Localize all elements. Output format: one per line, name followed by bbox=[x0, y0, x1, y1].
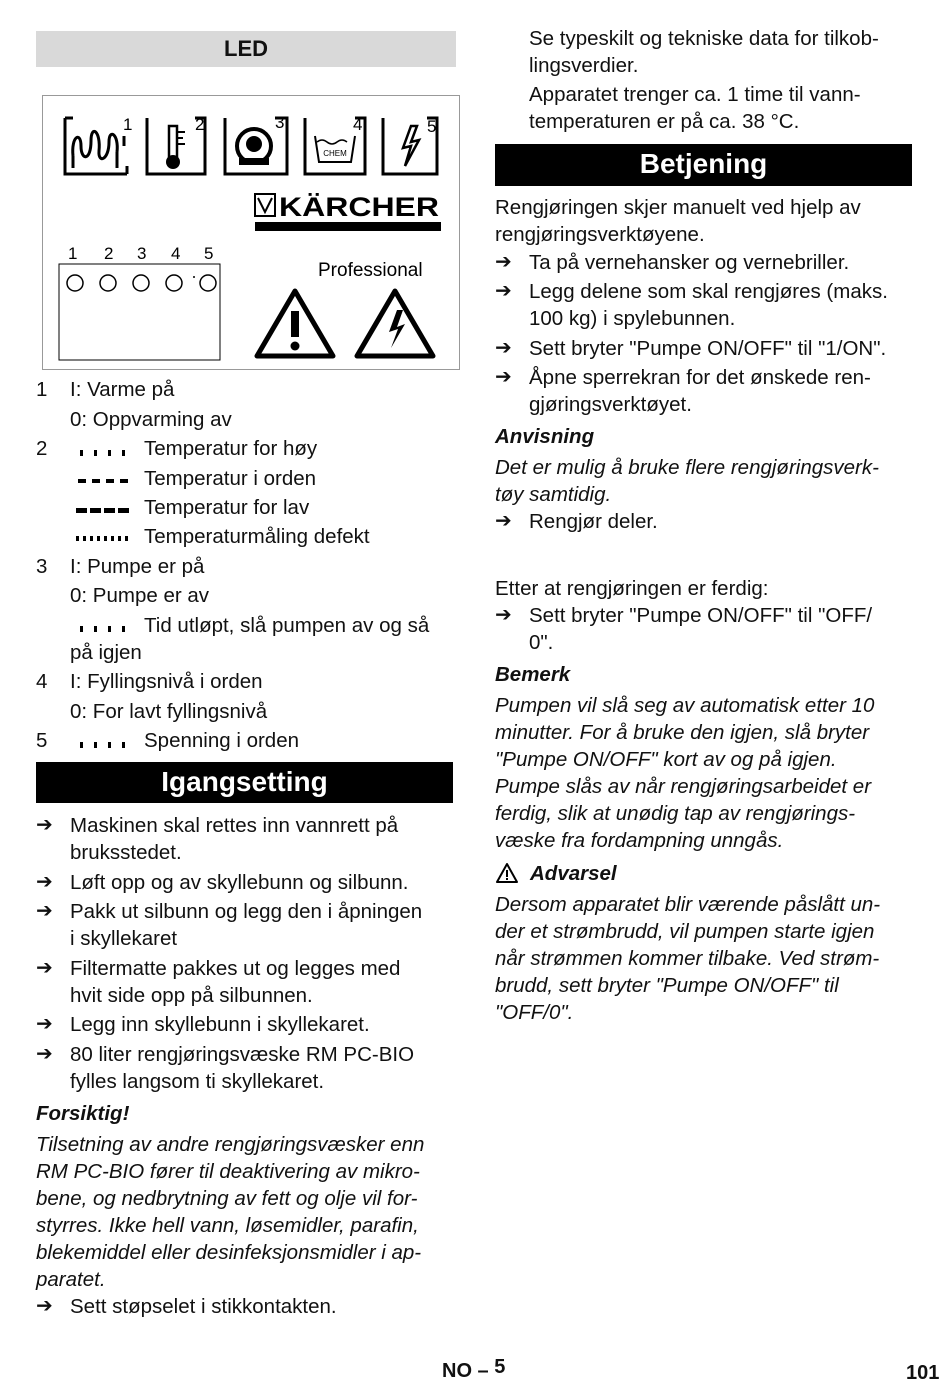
note-text: Det er mulig å bruke flere rengjøringsverk- tøy samtidig. bbox=[495, 456, 879, 506]
svg-text:CHEM: CHEM bbox=[323, 149, 347, 158]
betjening-heading: Betjening bbox=[495, 144, 912, 186]
caution-triangle-icon bbox=[257, 291, 333, 356]
after-cleaning-text: Etter at rengjøringen er ferdig: bbox=[495, 577, 769, 600]
svg-text:3: 3 bbox=[275, 113, 285, 132]
svg-text:4: 4 bbox=[171, 244, 181, 263]
connection-info: Se typeskilt og tekniske data for tilkob- lingsverdier. Apparatet trenger ca. 1 time til vann- temperaturen er på ca. 38 °C. bbox=[529, 27, 879, 133]
brand-logo bbox=[255, 192, 441, 281]
warning-title: Advarsel bbox=[530, 862, 617, 885]
blink-slow-icon bbox=[76, 448, 132, 458]
blink-slow-icon bbox=[76, 624, 132, 634]
footer-section: NO – 5 bbox=[442, 1356, 506, 1382]
page-number: 101 bbox=[906, 1362, 940, 1384]
warning-text: Dersom apparatet blir værende påslått un- der et strømbrudd, vil pumpen starte igjen når strømmen kommer tilbake. Ved strøm- brudd, sett bryter "Pumpe ON/OFF" til "OFF/0". bbox=[495, 893, 881, 1024]
control-panel-figure bbox=[42, 95, 460, 370]
betjening-intro: Rengjøringen skjer manuelt ved hjelp av rengjøringsverktøyene. bbox=[495, 196, 861, 246]
remark-title: Bemerk bbox=[495, 663, 571, 686]
warning-triangle-icon bbox=[495, 862, 519, 884]
blink-medium-icon bbox=[76, 477, 132, 487]
svg-text:1: 1 bbox=[123, 115, 133, 134]
led-legend: 1 I: Varme på 0: Oppvarming av 2 Temperatur for høy Temperatur i orden Temperatur for lav Temperaturmåling defekt 3 I: Pumpe er på 0: Pumpe er av Tid utløpt, slå pumpen av og så på igjen 4 I: Fyllingsnivå i orden 0: For lavt fyllingsnivå 5 Spenning i orden bbox=[36, 378, 430, 752]
blink-slow-icon bbox=[76, 740, 132, 750]
svg-text:Professional: Professional bbox=[318, 260, 423, 281]
svg-text:2: 2 bbox=[195, 115, 205, 134]
note-title: Anvisning bbox=[495, 425, 595, 448]
svg-text:1: 1 bbox=[68, 244, 78, 263]
heater-coil-icon bbox=[65, 118, 127, 174]
caution-text: Tilsetning av andre rengjøringsvæsker enn RM PC-BIO fører til deaktivering av mikro- bene, og nedbrytning av fett og olje vil for- styrres. Ikke hell vann, løsemidler, parafin, blekemiddel eller desinfeksjonsmidler i ap- paratet. bbox=[36, 1133, 425, 1291]
remark-text: Pumpen vil slå seg av automatisk etter 10 minutter. For å bruke den igjen, slå bryter "Pumpe ON/OFF" kort av og på igjen. Pumpe slås av når rengjøringsarbeidet er ferdig, slik at unødig tap av rengjørings- væske fra fordampning unngås. bbox=[495, 694, 875, 852]
svg-text:5: 5 bbox=[427, 117, 437, 136]
igangsetting-heading: Igangsetting bbox=[36, 762, 453, 803]
svg-text:KÄRCHER: KÄRCHER bbox=[279, 192, 439, 222]
svg-text:4: 4 bbox=[353, 115, 363, 134]
electric-hazard-icon bbox=[357, 291, 433, 356]
blink-fast-icon bbox=[76, 534, 132, 544]
svg-text:2: 2 bbox=[104, 244, 114, 263]
blink-long-icon bbox=[76, 506, 132, 516]
svg-text:5: 5 bbox=[204, 244, 214, 263]
svg-text:3: 3 bbox=[137, 244, 147, 263]
caution-title: Forsiktig! bbox=[36, 1102, 130, 1125]
led-heading: LED bbox=[36, 31, 456, 67]
